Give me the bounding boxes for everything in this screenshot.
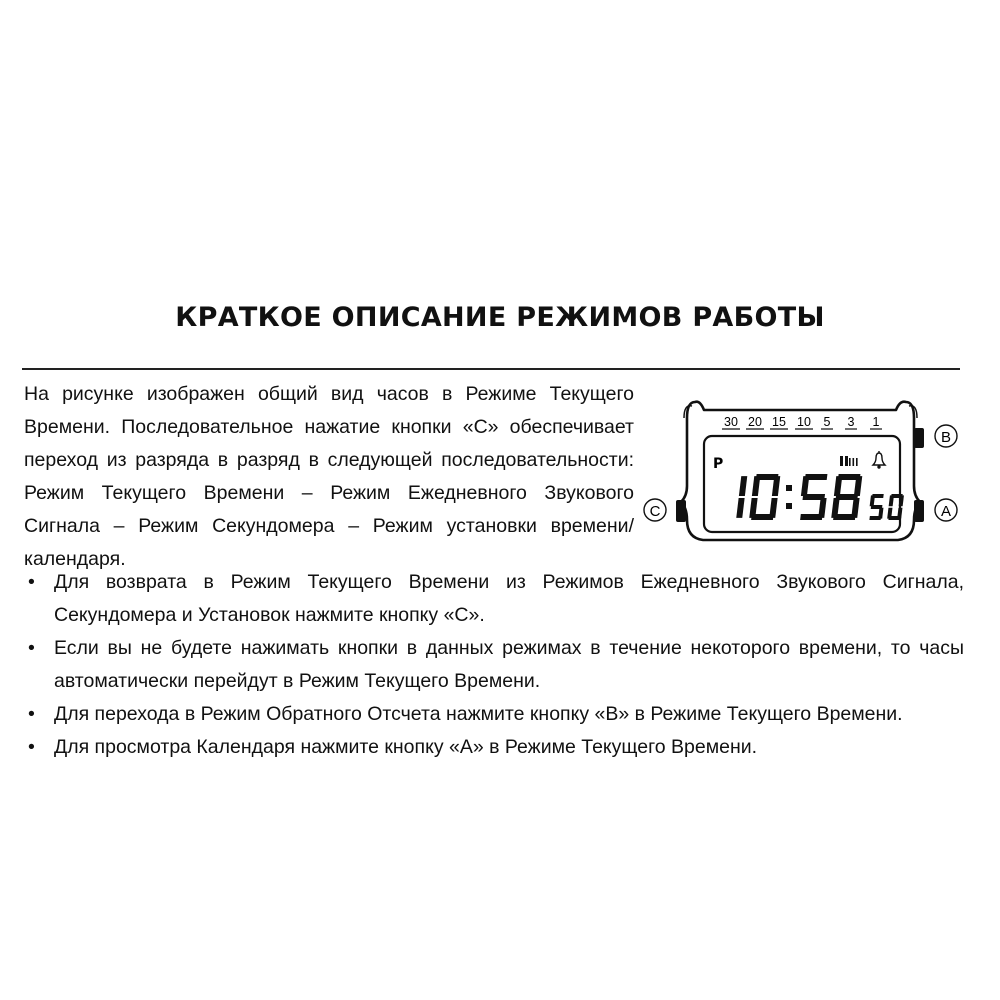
button-a[interactable] [914, 500, 924, 522]
list-item-line: Для просмотра Календаря нажмите кнопку «А» в Режиме Текущего Времени. [54, 736, 758, 758]
bullet-icon: • [28, 637, 35, 659]
lcd-digit-segment [836, 494, 859, 500]
intro-line: переход из разряда в разряд в следующей последовательности: [24, 449, 634, 471]
lcd-colon [786, 485, 792, 491]
intro-paragraph [24, 378, 634, 576]
button-c[interactable] [676, 500, 686, 522]
intro-line: Времени. Последовательное нажатие кнопки «С» обеспечивает [24, 416, 634, 438]
scale-mark: 30 [724, 415, 738, 429]
intro-line: календаря. [24, 548, 126, 570]
bullet-icon: • [28, 703, 35, 725]
scale-mark: 20 [748, 415, 762, 429]
scale-mark: 5 [823, 415, 831, 429]
button-c-label: C [649, 503, 661, 520]
button-a-label: A [940, 503, 952, 520]
list-item [24, 731, 964, 764]
button-b[interactable] [914, 428, 924, 448]
lcd-digit-segment [800, 514, 823, 520]
lcd-digit-segment [869, 516, 881, 520]
list-item-line: Для возврата в Режим Текущего Времени из Режимов Ежедневного Звукового Сигнала, [54, 571, 964, 593]
scale-marks [724, 415, 879, 429]
list-item [24, 566, 964, 632]
divider [22, 368, 960, 370]
button-b-label: B [940, 429, 952, 446]
list-item-line: Секундомера и Установок нажмите кнопку «С». [54, 604, 485, 626]
scale-mark: 10 [797, 415, 811, 429]
list-item-line: автоматически перейдут в Режим Текущего Времени. [54, 670, 541, 692]
bullet-icon: • [28, 736, 35, 758]
list-item [24, 698, 964, 731]
intro-line: Режим Текущего Времени – Режим Ежедневного Звукового [24, 482, 634, 504]
lcd-colon [786, 503, 792, 509]
intro-line: Сигнала – Режим Секундомера – Режим установки времени/ [24, 515, 634, 537]
list-item-line: Для перехода в Режим Обратного Отсчета нажмите кнопку «В» в Режиме Текущего Времени. [54, 703, 903, 725]
bullet-list [24, 566, 964, 764]
bullet-icon: • [28, 571, 35, 593]
intro-line: На рисунке изображен общий вид часов в Режиме Текущего [24, 383, 634, 405]
list-item [24, 632, 964, 698]
pm-indicator: P [713, 456, 724, 472]
scale-mark: 3 [847, 415, 855, 429]
scale-mark: 1 [872, 415, 880, 429]
scale-mark: 15 [772, 415, 786, 429]
page-title: КРАТКОЕ ОПИСАНИЕ РЕЖИМОВ РАБОТЫ [175, 302, 825, 333]
watch-diagram [640, 388, 970, 553]
list-item-line: Если вы не будете нажимать кнопки в данных режимах в течение некоторого времени, то часы [54, 637, 964, 659]
